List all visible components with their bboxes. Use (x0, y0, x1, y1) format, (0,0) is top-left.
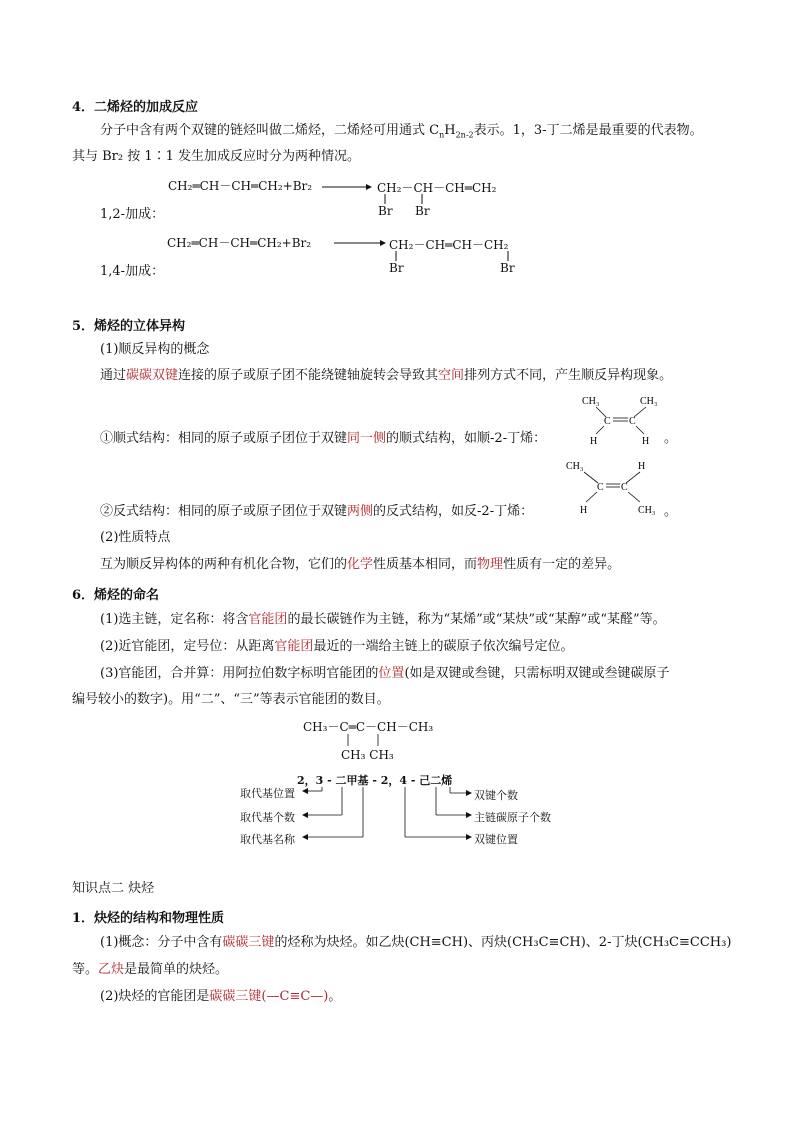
section-5-sub1: (1)顺反异构的概念 (100, 342, 210, 357)
section-5-title: 5．烯烃的立体异构 (72, 319, 186, 334)
trans-ch3-right: CH₃ (638, 505, 656, 516)
section-4-para1: 分子中含有两个双键的链烃叫做二烯烃，二烯烃可用通式 $C_nH_{2n-2}$表示。1，3-丁二烯是最重要的代表物。 (100, 123, 703, 140)
reaction-2-arrow-icon (334, 238, 386, 248)
knowledge-point-2-heading: 知识点二 炔烃 (72, 881, 155, 896)
reaction-2-product: CH₂－CH═CH－CH₂ (389, 238, 509, 252)
label-double-bond-count: 双键个数 (474, 789, 518, 802)
trans-c-right: C (621, 482, 628, 493)
reaction-2-br-1: Br (389, 261, 404, 275)
naming-rule-3: (3)官能团，合并算：用阿拉伯数字标明官能团的位置(如是双键或叁键，只需标明双键或叁键碳原子 (100, 666, 670, 681)
example-structure-bonds (340, 734, 390, 748)
reaction-1-label: 1,2-加成： (100, 207, 165, 222)
label-double-bond-position: 双键位置 (474, 833, 518, 846)
example-structure-bottom: CH₃ CH₃ (341, 748, 394, 762)
section-5-para1: 通过碳碳双键连接的原子或原子团不能绕键轴旋转会导致其空间排列方式不同，产生顺反异构现象。 (100, 368, 673, 383)
cis-h-right: H (642, 436, 650, 447)
cis-ch3-right: CH₃ (640, 396, 658, 407)
section-6-title: 6．烯烃的命名 (72, 588, 160, 603)
reaction-1-reactants: CH₂═CH－CH═CH₂+Br₂ (168, 179, 313, 193)
trans-2-butene-structure (562, 456, 672, 518)
naming-rule-3-cont: 编号较小的数字)。用“二”、“三”等表示官能团的数目。 (72, 692, 390, 707)
label-substituent-position: 取代基位置 (240, 787, 295, 800)
section-4-title: 4．二烯烃的加成反应 (72, 100, 199, 115)
trans-h-left: H (580, 505, 588, 516)
section-5-sub2: (2)性质特点 (100, 530, 171, 545)
naming-rule-1: (1)选主链，定名称：将含官能团的最长碳链作为主链，称为“某烯”或“某炔”或“某醇”或“某醛”等。 (100, 612, 666, 627)
cis-end-mark: 。 (664, 431, 678, 446)
reaction-1-arrow-icon (322, 182, 372, 192)
trans-structure-text: ②反式结构：相同的原子或原子团位于双键两侧的反式结构，如反-2-丁烯： (100, 504, 534, 519)
section-4-para2: 其与 Br₂ 按 1∶1 发生加成反应时分为两种情况。 (72, 149, 361, 164)
alkyne-functional-group: (2)炔烃的官能团是碳碳三键(—C≡C—)。 (100, 989, 342, 1004)
cis-c-left: C (604, 416, 611, 427)
reaction-2-reactants: CH₂═CH－CH═CH₂+Br₂ (167, 236, 312, 250)
cis-h-left: H (590, 436, 598, 447)
cis-ch3-left: CH₃ (582, 396, 600, 407)
cis-2-butene-structure (576, 392, 676, 448)
alkyne-concept-line1: (1)概念：分子中含有碳碳三键的烃称为炔烃。如乙炔(CH≡CH)、丙炔(CH₃C≡CH)、2-丁炔(CH₃C≡CCH₃) (100, 935, 732, 950)
alkyne-concept-line2: 等。乙炔是最简单的炔烃。 (72, 962, 229, 977)
cis-structure-text: ①顺式结构：相同的原子或原子团位于双键同一侧的顺式结构，如顺-2-丁烯： (100, 431, 547, 446)
example-structure-top: CH₃－C═C－CH－CH₃ (303, 720, 434, 734)
reaction-2-label: 1,4-加成： (100, 264, 165, 279)
cis-c-right: C (629, 416, 636, 427)
reaction-1-product: CH₂－CH－CH═CH₂ (377, 181, 497, 195)
trans-ch3-left: CH₃ (566, 461, 584, 472)
reaction-2-bonds (394, 251, 514, 263)
example-name-string: 2，3 - 二甲基 - 2，4 - 己二烯 (297, 774, 453, 787)
trans-h-right-top: H (638, 461, 646, 472)
trans-end-mark: 。 (664, 504, 678, 519)
reaction-1-br-1: Br (378, 204, 393, 218)
reaction-2-br-2: Br (500, 261, 515, 275)
label-substituent-name: 取代基名称 (240, 833, 295, 846)
section-5-para2: 互为顺反异构体的两种有机化合物，它们的化学性质基本相同，而物理性质有一定的差异。 (100, 557, 621, 572)
naming-rule-2: (2)近官能团，定号位：从距离官能团最近的一端给主链上的碳原子依次编号定位。 (100, 639, 574, 654)
trans-c-left: C (597, 482, 604, 493)
alkyne-section-title: 1．炔烃的结构和物理性质 (72, 911, 225, 926)
label-main-chain-carbons: 主链碳原子个数 (474, 811, 551, 824)
reaction-1-br-2: Br (415, 204, 430, 218)
label-substituent-count: 取代基个数 (240, 811, 295, 824)
